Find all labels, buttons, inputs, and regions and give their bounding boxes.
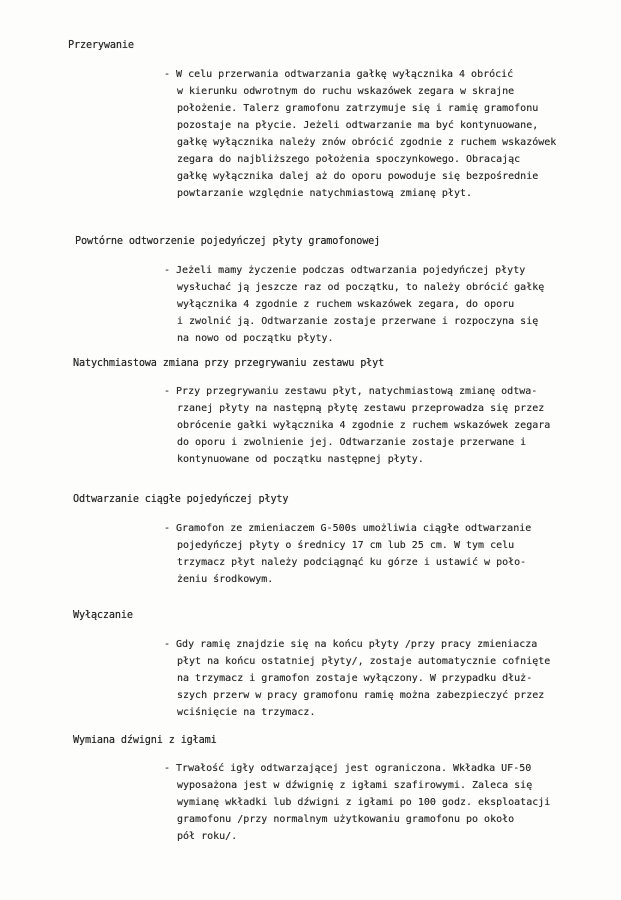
section-heading-przerywanie: Przerywanie xyxy=(68,40,134,51)
paragraph-line: na trzymacz i gramofon zostaje wyłączony. W przypadku dłuż- xyxy=(177,673,533,684)
paragraph-line: gałkę wyłącznika dalej aż do oporu powoduje się bezpośrednie xyxy=(177,171,539,182)
paragraph-line: rzanej płyty na następną płytę zestawu przeprowadza się przez xyxy=(177,403,545,414)
paragraph-line: kontynuowane od początku następnej płyty. xyxy=(177,454,424,465)
paragraph-line: trzymacz płyt należy podciągnąć ku górze i ustawić w poło- xyxy=(177,557,527,568)
paragraph-line: płyt na końcu ostatniej płyty/, zostaje automatycznie cofnięte xyxy=(177,656,551,667)
section-heading-wymiana-dzwigni: Wymiana dźwigni z igłami xyxy=(73,735,217,746)
section-heading-natychmiastowa-zmiana: Natychmiastowa zmiana przy przegrywaniu zestawu płyt xyxy=(73,358,385,369)
section-paragraph-powtorne-odtworzenie xyxy=(164,262,584,347)
paragraph-line: wyłącznika 4 zgodnie z ruchem wskazówek zegara, do oporu xyxy=(177,299,515,310)
paragraph-line: - Jeżeli mamy życzenie podczas odtwarzania pojedyńczej płyty xyxy=(164,265,526,276)
paragraph-line: szych przerw w pracy gramofonu ramię można zabezpieczyć przez xyxy=(177,690,545,701)
paragraph-line: - Trwałość igły odtwarzającej jest ograniczona. Wkładka UF-50 xyxy=(164,763,532,774)
section-paragraph-odtwarzanie-ciagle xyxy=(164,520,584,588)
section-paragraph-natychmiastowa-zmiana xyxy=(164,383,584,468)
paragraph-line: w kierunku odwrotnym do ruchu wskazówek zegara w skrajne xyxy=(177,86,515,97)
paragraph-line: żeniu środkowym. xyxy=(177,574,274,585)
paragraph-line: wysłuchać ją jeszcze raz od początku, to należy obrócić gałkę xyxy=(177,282,545,293)
paragraph-line: - Gdy ramię znajdzie się na końcu płyty /przy pracy zmieniacza xyxy=(164,639,538,650)
section-paragraph-wymiana-dzwigni xyxy=(164,760,584,845)
paragraph-line: wciśnięcie na trzymacz. xyxy=(177,707,316,718)
paragraph-line: - Przy przegrywaniu zestawu płyt, natychmiastową zmianę odtwa- xyxy=(164,386,538,397)
paragraph-line: powtarzanie względnie natychmiastową zmianę płyt. xyxy=(177,188,473,199)
paragraph-line: wyposażona jest w dźwignię z igłami szafirowymi. Zaleca się xyxy=(177,780,533,791)
section-paragraph-wylaczanie xyxy=(164,636,584,721)
paragraph-line: wymianę wkładki lub dźwigni z igłami po 100 godz. eksploatacji xyxy=(177,797,551,808)
paragraph-line: pozostaje na płycie. Jeżeli odtwarzanie ma być kontynuowane, xyxy=(177,120,539,131)
paragraph-line: zegara do najbliższego położenia spoczynkowego. Obracając xyxy=(177,154,521,165)
paragraph-line: pojedyńczej płyty o średnicy 17 cm lub 25 cm. W tym celu xyxy=(177,540,515,551)
paragraph-line: - Gramofon ze zmieniaczem G-500s umożliwia ciągłe odtwarzanie xyxy=(164,523,532,534)
paragraph-line: pół roku/. xyxy=(177,831,238,842)
paragraph-line: gałkę wyłącznika należy znów obrócić zgodnie z ruchem wskazówek xyxy=(177,137,557,148)
paragraph-line: obrócenie gałki wyłącznika 4 zgodnie z ruchem wskazówek zegara xyxy=(177,420,551,431)
paragraph-line: do oporu i zwolnienie jej. Odtwarzanie zostaje przerwane i xyxy=(177,437,527,448)
paragraph-line: - W celu przerwania odtwarzania gałkę wyłącznika 4 obrócić xyxy=(164,69,514,80)
section-heading-odtwarzanie-ciagle: Odtwarzanie ciągłe pojedyńczej płyty xyxy=(73,494,289,505)
section-paragraph-przerywanie xyxy=(164,66,584,202)
paragraph-line: gramofonu /przy normalnym użytkowaniu gramofonu po około xyxy=(177,814,515,825)
paragraph-line: na nowo od początku płyty. xyxy=(177,333,334,344)
paragraph-line: i zwolnić ją. Odtwarzanie zostaje przerwane i rozpoczyna się xyxy=(177,316,539,327)
section-heading-powtorne-odtworzenie: Powtórne odtworzenie pojedyńczej płyty gramofonowej xyxy=(75,236,381,247)
paragraph-line: położenie. Talerz gramofonu zatrzymuje się i ramię gramofonu xyxy=(177,103,539,114)
section-heading-wylaczanie: Wyłączanie xyxy=(73,610,133,621)
